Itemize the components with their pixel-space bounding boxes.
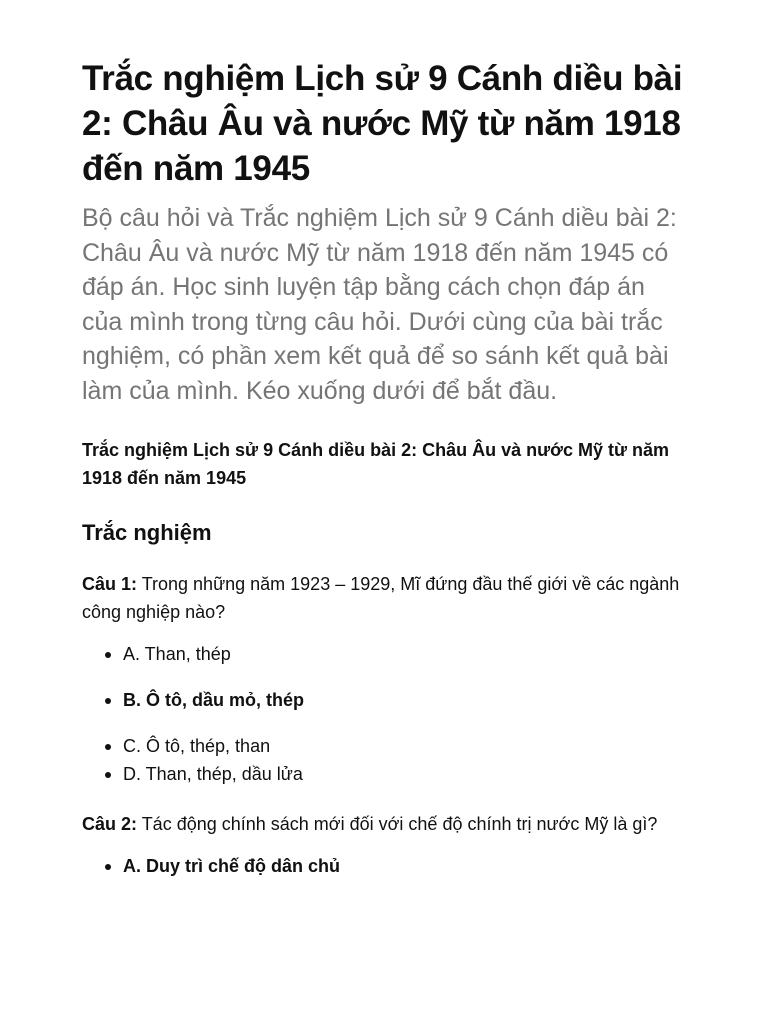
question-body: Tác động chính sách mới đối với chế độ chính trị nước Mỹ là gì? — [137, 814, 658, 834]
section-title: Trắc nghiệm — [82, 520, 212, 545]
question-text — [82, 570, 686, 626]
page-title: Trắc nghiệm Lịch sử 9 Cánh diều bài 2: Châu Âu và nước Mỹ từ năm 1918 đến năm 1945 — [82, 59, 683, 188]
question-label: Câu 2: — [82, 814, 138, 834]
answer-options — [82, 640, 686, 788]
answer-option[interactable]: D. Than, thép, dầu lửa — [123, 760, 686, 788]
question-block-1 — [82, 570, 686, 788]
answer-options — [82, 852, 686, 880]
article-subheading: Trắc nghiệm Lịch sử 9 Cánh diều bài 2: Châu Âu và nước Mỹ từ năm 1918 đến năm 1945 — [82, 440, 670, 488]
answer-option-correct[interactable]: A. Duy trì chế độ dân chủ — [123, 852, 686, 880]
question-body: Trong những năm 1923 – 1929, Mĩ đứng đầu thế giới về các ngành công nghiệp nào? — [82, 574, 680, 622]
answer-option-correct[interactable]: B. Ô tô, dầu mỏ, thép — [123, 686, 686, 714]
question-label: Câu 1: — [82, 574, 138, 594]
article-summary: Bộ câu hỏi và Trắc nghiệm Lịch sử 9 Cánh diều bài 2: Châu Âu và nước Mỹ từ năm 1918 đến năm 1945 có đáp án. Học sinh luyện tập bằng cách chọn đáp án của mình trong từng câu hỏi. Dưới cùng của bài trắc nghiệm, có phần xem kết quả để so sánh kết quả bài làm của mình. Kéo xuống dưới để bắt đầu. — [82, 204, 677, 405]
answer-option[interactable]: A. Than, thép — [123, 640, 686, 668]
answer-option[interactable]: C. Ô tô, thép, than — [123, 732, 686, 760]
question-block-2 — [82, 810, 686, 880]
question-text — [82, 810, 686, 838]
